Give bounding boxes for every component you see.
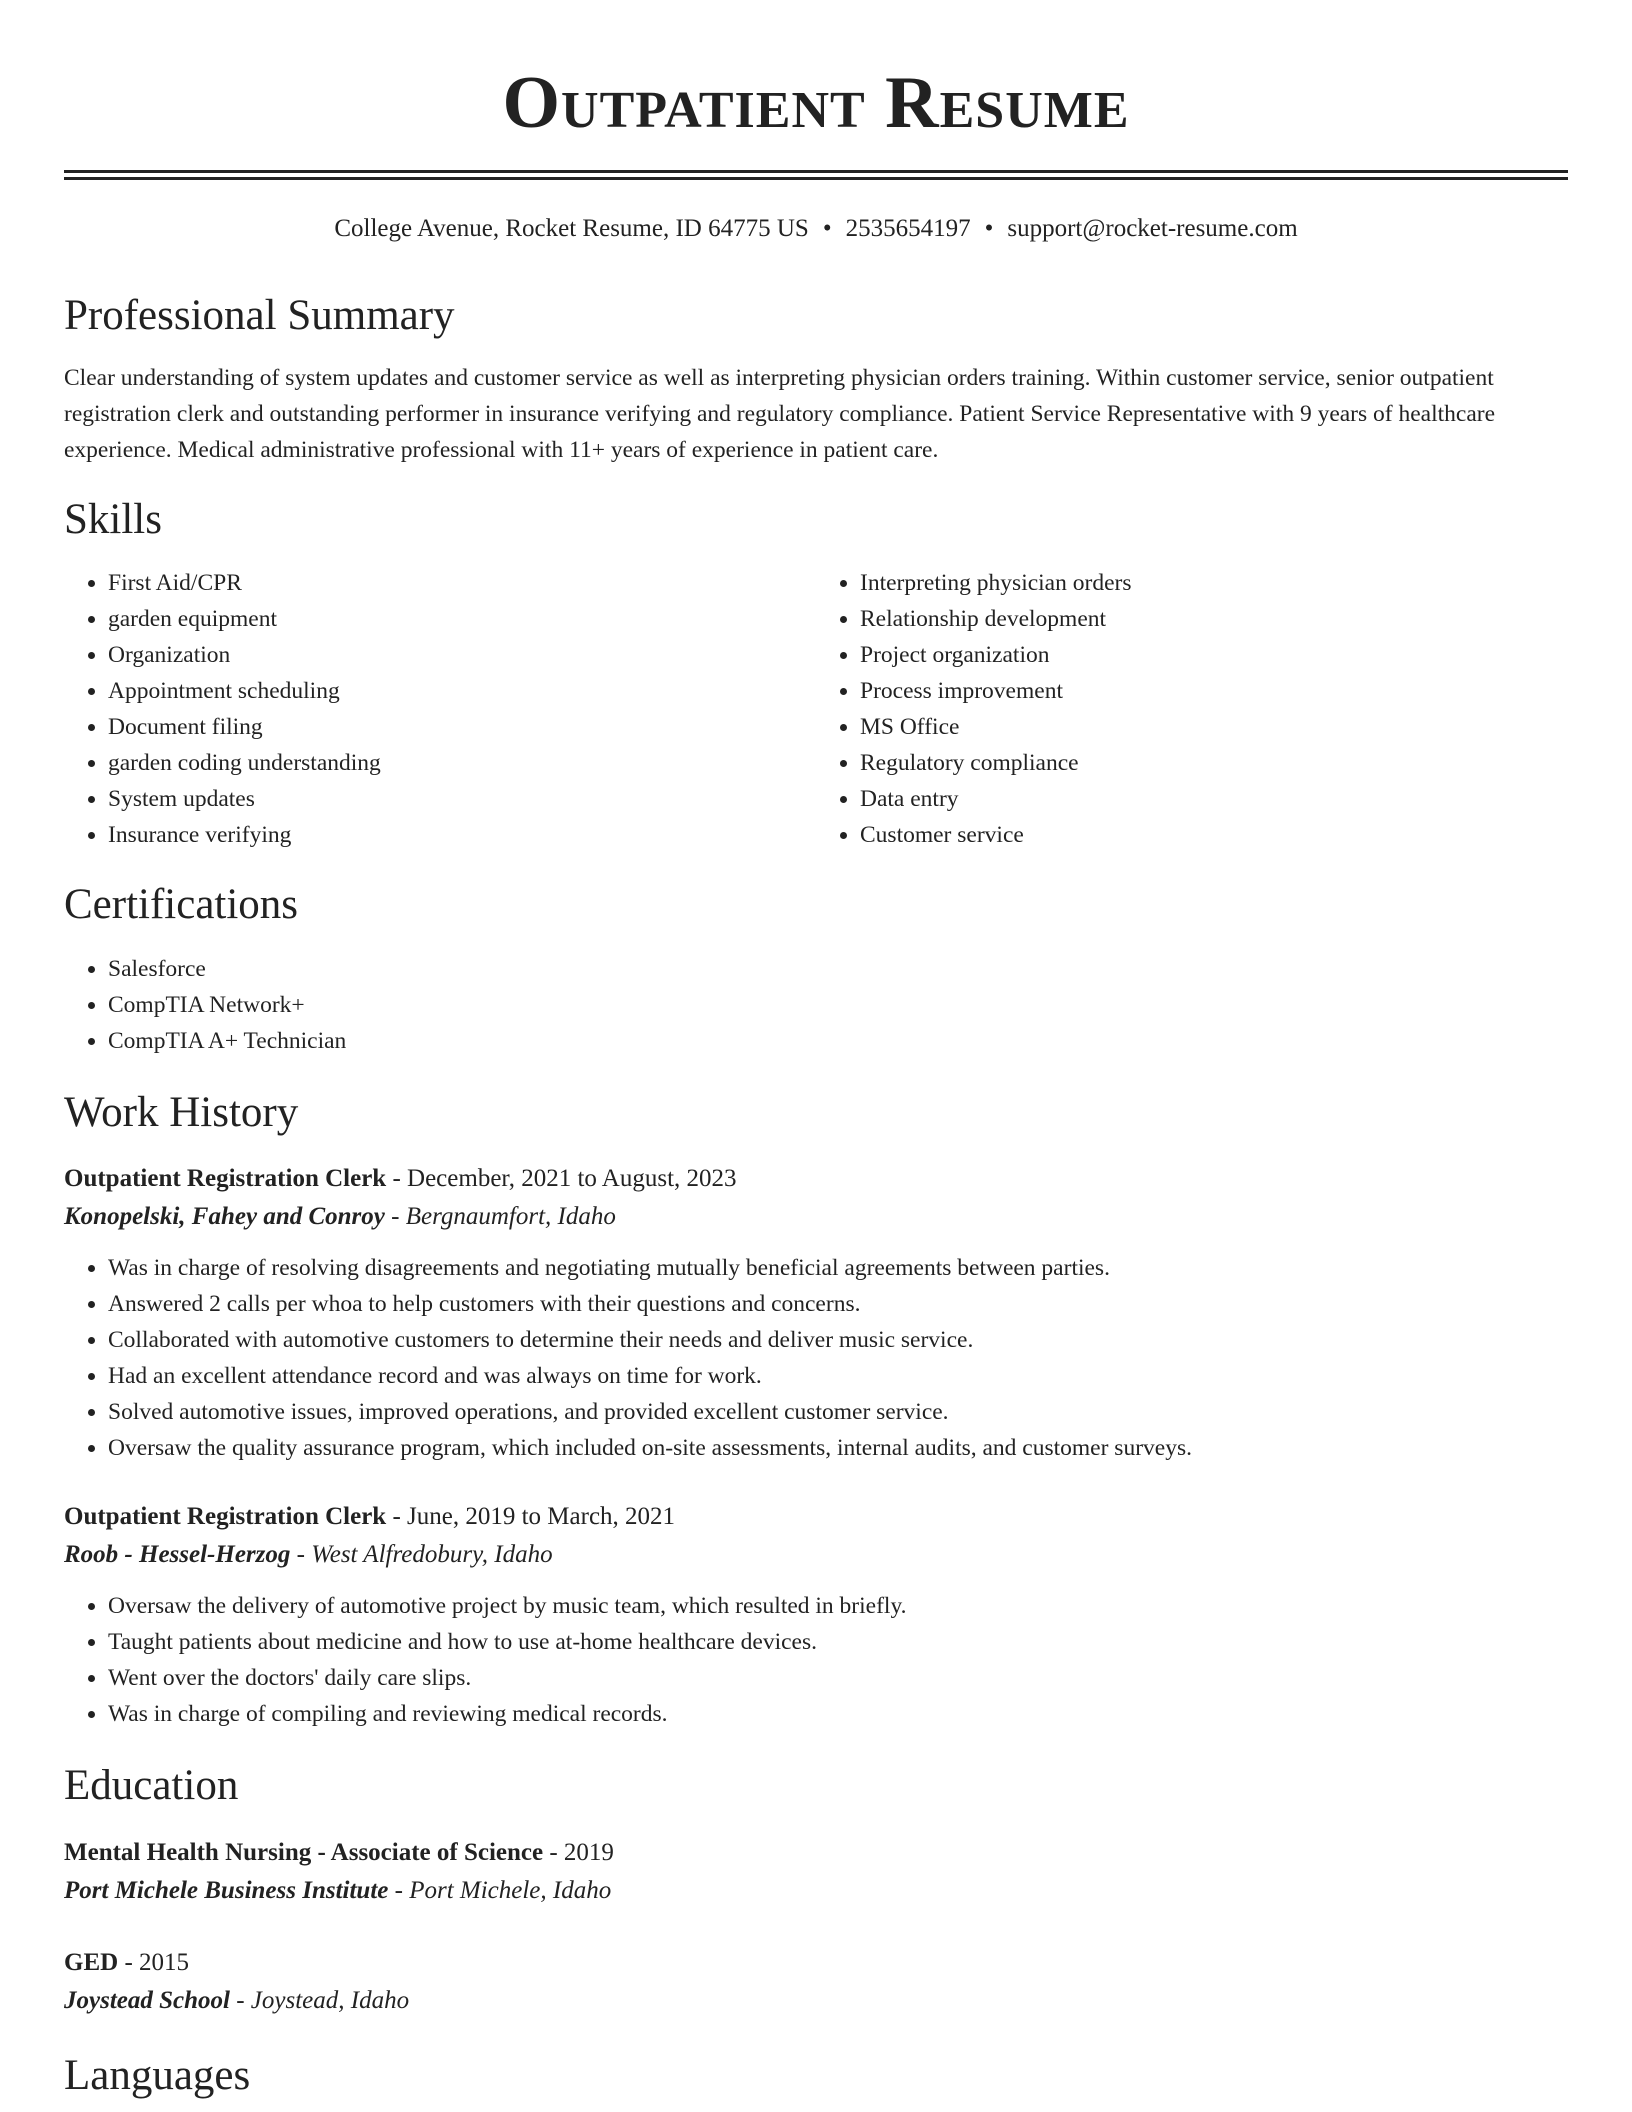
education-heading: Education: [64, 1762, 239, 1810]
summary-heading: Professional Summary: [64, 292, 455, 339]
contact-address: College Avenue, Rocket Resume, ID 64775 US: [334, 215, 809, 242]
school-line: [64, 1982, 1568, 2020]
job-company: Konopelski, Fahey and Conroy: [64, 1203, 385, 1231]
job-location: - West Alfredobury, Idaho: [296, 1541, 553, 1569]
job-duty: • Oversaw the delivery of automotive project by music team, which resulted in briefly.: [108, 1588, 1568, 1624]
job-duty: • Answered 2 calls per whoa to help customers with their questions and concerns.: [108, 1286, 1568, 1322]
school-location: - Port Michele, Idaho: [394, 1876, 612, 1904]
contact-separator: •: [984, 215, 994, 242]
skill-item: • System updates: [108, 781, 816, 817]
job-title-line: [64, 1498, 1568, 1536]
skills-columns: [64, 565, 1568, 853]
skill-item: • Insurance verifying: [108, 817, 816, 853]
degree: Mental Health Nursing - Associate of Science: [64, 1838, 544, 1866]
job-duty: • Solved automotive issues, improved operations, and provided excellent customer service.: [108, 1394, 1568, 1430]
title-divider: [64, 170, 1568, 180]
job-title: Outpatient Registration Clerk: [64, 1165, 387, 1193]
graduation-year: - 2015: [124, 1948, 190, 1976]
contact-line: [64, 214, 1568, 244]
education-entry: [64, 1944, 1568, 2020]
job-entry: [64, 1498, 1568, 1732]
degree-line: [64, 1834, 1568, 1872]
work-history-heading: Work History: [64, 1088, 299, 1136]
job-dates: - December, 2021 to August, 2023: [392, 1165, 737, 1193]
contact-separator: •: [822, 215, 832, 242]
job-duty: • Taught patients about medicine and how to use at-home healthcare devices.: [108, 1624, 1568, 1660]
skill-item: • Organization: [108, 637, 816, 673]
skill-item: • Appointment scheduling: [108, 673, 816, 709]
school: Joystead School: [64, 1986, 230, 2014]
skills-heading: Skills: [64, 495, 162, 543]
skills-list-left: [64, 565, 816, 853]
job-entry: [64, 1160, 1568, 1466]
job-title: Outpatient Registration Clerk: [64, 1503, 387, 1531]
job-company: Roob - Hessel-Herzog: [64, 1541, 291, 1569]
job-duty: • Collaborated with automotive customers to determine their needs and deliver music service.: [108, 1322, 1568, 1358]
skill-item: • Regulatory compliance: [860, 745, 1568, 781]
skill-item: • Project organization: [860, 637, 1568, 673]
certifications-list: [64, 951, 1568, 1059]
skill-item: • Relationship development: [860, 601, 1568, 637]
skill-item: • Process improvement: [860, 673, 1568, 709]
job-location: - Bergnaumfort, Idaho: [391, 1203, 616, 1231]
job-duty: • Went over the doctors' daily care slips.: [108, 1660, 1568, 1696]
job-title-line: [64, 1160, 1568, 1198]
job-company-line: [64, 1198, 1568, 1236]
job-duty: • Was in charge of resolving disagreements and negotiating mutually beneficial agreements between parties.: [108, 1250, 1568, 1286]
degree-line: [64, 1944, 1568, 1982]
certifications-heading: Certifications: [64, 881, 299, 929]
school: Port Michele Business Institute: [64, 1876, 389, 1904]
certification-item: • Salesforce: [108, 951, 1568, 987]
skill-item: • Data entry: [860, 781, 1568, 817]
skill-item: • MS Office: [860, 709, 1568, 745]
job-duty: • Was in charge of compiling and reviewing medical records.: [108, 1696, 1568, 1732]
languages-heading: Languages: [64, 2051, 251, 2099]
job-duty: • Had an excellent attendance record and was always on time for work.: [108, 1358, 1568, 1394]
skill-item: • garden equipment: [108, 601, 816, 637]
certification-item: • CompTIA A+ Technician: [108, 1023, 1568, 1059]
skill-item: • Customer service: [860, 817, 1568, 853]
skill-item: • garden coding understanding: [108, 745, 816, 781]
skill-item: • First Aid/CPR: [108, 565, 816, 601]
skill-item: • Interpreting physician orders: [860, 565, 1568, 601]
school-location: - Joystead, Idaho: [236, 1986, 410, 2014]
job-company-line: [64, 1536, 1568, 1574]
summary-text: Clear understanding of system updates and customer service as well as interpreting physician orders training. Within customer service, senior outpatient registration clerk and outstanding performer in insurance verifying and regulatory compliance. Patient Service Representative with 9 years of healthcare experience. Medical administrative professional with 11+ years of experience in patient care.: [64, 364, 1496, 463]
job-dates: - June, 2019 to March, 2021: [392, 1503, 676, 1531]
page-title: Outpatient Resume: [502, 62, 1130, 144]
degree: GED: [64, 1948, 119, 1976]
education-entry: [64, 1834, 1568, 1910]
graduation-year: - 2019: [549, 1838, 614, 1866]
skill-item: • Document filing: [108, 709, 816, 745]
skills-list-right: [816, 565, 1568, 853]
contact-phone: 2535654197: [845, 215, 971, 242]
school-line: [64, 1872, 1568, 1910]
certification-item: • CompTIA Network+: [108, 987, 1568, 1023]
job-duty: • Oversaw the quality assurance program, which included on-site assessments, internal audits, and customer surveys.: [108, 1430, 1568, 1466]
job-duties-list: [64, 1250, 1568, 1466]
contact-email: support@rocket-resume.com: [1007, 215, 1298, 242]
job-duties-list: [64, 1588, 1568, 1732]
